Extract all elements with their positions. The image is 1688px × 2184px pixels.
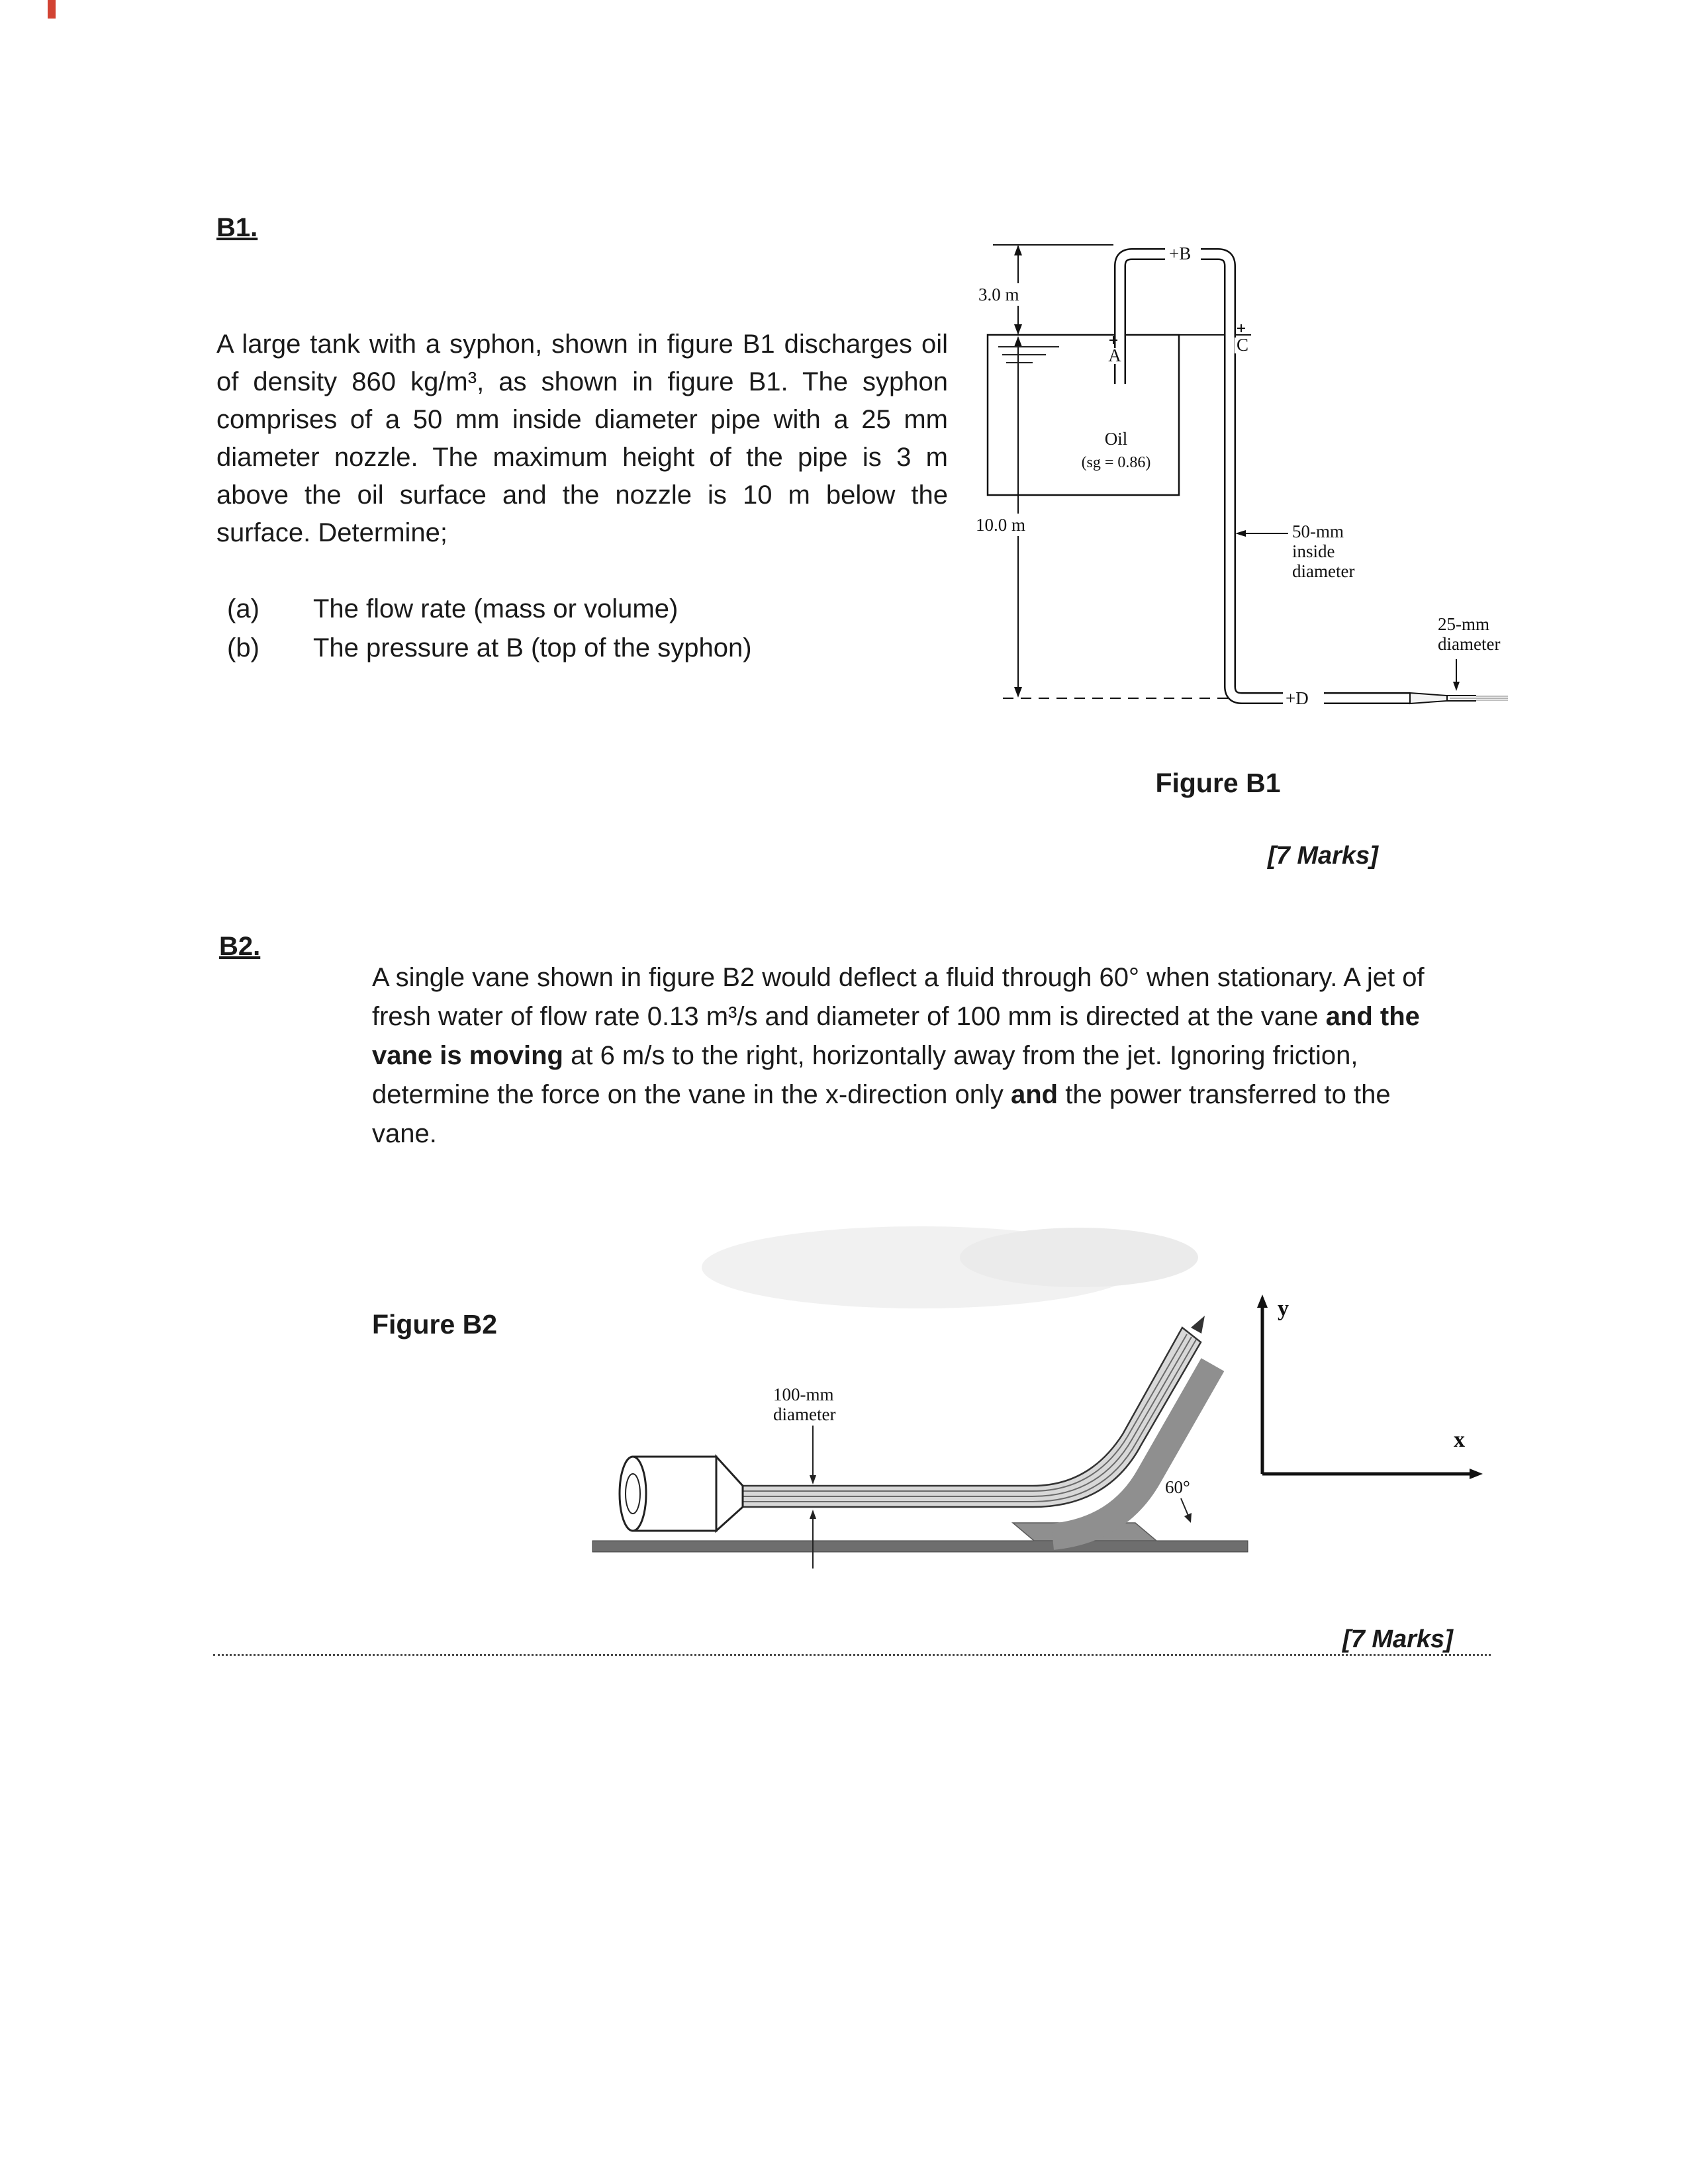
arrowhead — [1014, 245, 1022, 255]
dim-3m-label: 3.0 m — [978, 285, 1019, 304]
y-axis-label: y — [1278, 1297, 1289, 1321]
x-axis-arrowhead — [1470, 1469, 1483, 1479]
nozzle-25mm-line2: diameter — [1438, 634, 1501, 654]
scan-artifact — [48, 0, 56, 19]
b1-list-item-a — [227, 594, 1021, 624]
figure-b2-diagram — [576, 1211, 1509, 1608]
b1-nozzle — [1410, 693, 1508, 704]
pipe-50mm-line2: inside — [1292, 541, 1335, 561]
b1-marks: [7 Marks] — [1268, 842, 1378, 870]
arrowhead — [1014, 687, 1022, 698]
jet-100mm-line2: diameter — [773, 1404, 836, 1424]
b1-item-a-label: (a) — [227, 594, 259, 623]
arrowhead — [810, 1475, 816, 1484]
b2-paragraph-seg3-bold: and — [1011, 1080, 1058, 1109]
figure-b1-caption: Figure B1 — [1155, 768, 1281, 798]
figure-b1-diagram — [947, 225, 1523, 754]
jet-100mm-line1: 100-mm — [773, 1385, 834, 1404]
oil-label: Oil — [1104, 429, 1128, 449]
pipe-50mm-line1: 50-mm — [1292, 522, 1344, 541]
b2-nozzle — [620, 1457, 743, 1531]
b1-list-item-b — [227, 633, 1021, 663]
b1-heading: B1. — [216, 213, 258, 242]
point-b-label: +B — [1169, 244, 1192, 263]
b2-heading: B2. — [219, 932, 261, 961]
b1-point-markers — [1104, 244, 1324, 708]
pipe-50mm-line3: diameter — [1292, 561, 1355, 581]
b2-paragraph-seg0: A single vane shown in figure B2 would deflect a fluid through 60° when stationary. A jet of fresh water of flow rate 0.13 m³/s and diameter of 100 mm is directed at the vane — [372, 963, 1425, 1031]
y-axis-arrowhead — [1257, 1295, 1268, 1308]
scan-smudge — [960, 1228, 1198, 1287]
oil-sg-label: (sg = 0.86) — [1081, 454, 1151, 471]
arrowhead — [1014, 324, 1022, 335]
b2-angle-callout — [1165, 1477, 1192, 1523]
nozzle-25mm-line1: 25-mm — [1438, 614, 1489, 634]
point-d-label: +D — [1286, 688, 1309, 708]
b1-paragraph: A large tank with a syphon, shown in figure B1 discharges oil of density 860 kg/m³, as shown in figure B1. The syphon comprises of a 50 mm inside diameter pipe with a 25 mm diameter nozzle. The maximum height of the pipe is 3 m above the oil surface and the nozzle is 10 m below the surface. Determine; — [216, 330, 948, 547]
point-a-label: A — [1108, 345, 1121, 365]
b1-syphon-pipe — [1120, 254, 1410, 698]
jet-direction-arrowhead — [1191, 1316, 1205, 1334]
b1-nozzle-callout — [1438, 614, 1500, 691]
b2-paragraph-seg1-bold: and the vane is moving — [372, 1002, 1420, 1070]
point-c-label: C — [1236, 335, 1249, 355]
arrowhead — [1453, 682, 1460, 691]
b1-pipe-callout — [1235, 522, 1354, 581]
angle-60-label: 60° — [1165, 1477, 1190, 1497]
section-divider — [213, 1654, 1491, 1656]
b1-item-b-text: The pressure at B (top of the syphon) — [313, 633, 752, 662]
b1-item-a-text: The flow rate (mass or volume) — [313, 594, 679, 623]
figure-b2-label: Figure B2 — [372, 1309, 498, 1340]
b2-paragraph-seg4: the power transferred to the vane. — [372, 1080, 1391, 1148]
arrowhead — [1014, 336, 1022, 347]
b1-item-b-label: (b) — [227, 633, 259, 662]
b2-paragraph — [372, 958, 1431, 1154]
b2-axes — [1257, 1295, 1483, 1479]
nozzle-bore — [626, 1474, 640, 1514]
b2-paragraph-seg2: at 6 m/s to the right, horizontally away from the jet. Ignoring friction, determine the force on the vane in the x-direction only — [372, 1041, 1358, 1109]
b2-marks: [7 Marks] — [1342, 1625, 1453, 1653]
nozzle-taper — [716, 1457, 743, 1531]
x-axis-label: x — [1454, 1428, 1465, 1452]
ground-bar — [592, 1541, 1248, 1552]
b1-dim-labels — [972, 283, 1060, 536]
arrowhead — [810, 1510, 816, 1519]
dim-10m-label: 10.0 m — [976, 515, 1026, 535]
arrowhead — [1235, 530, 1246, 537]
